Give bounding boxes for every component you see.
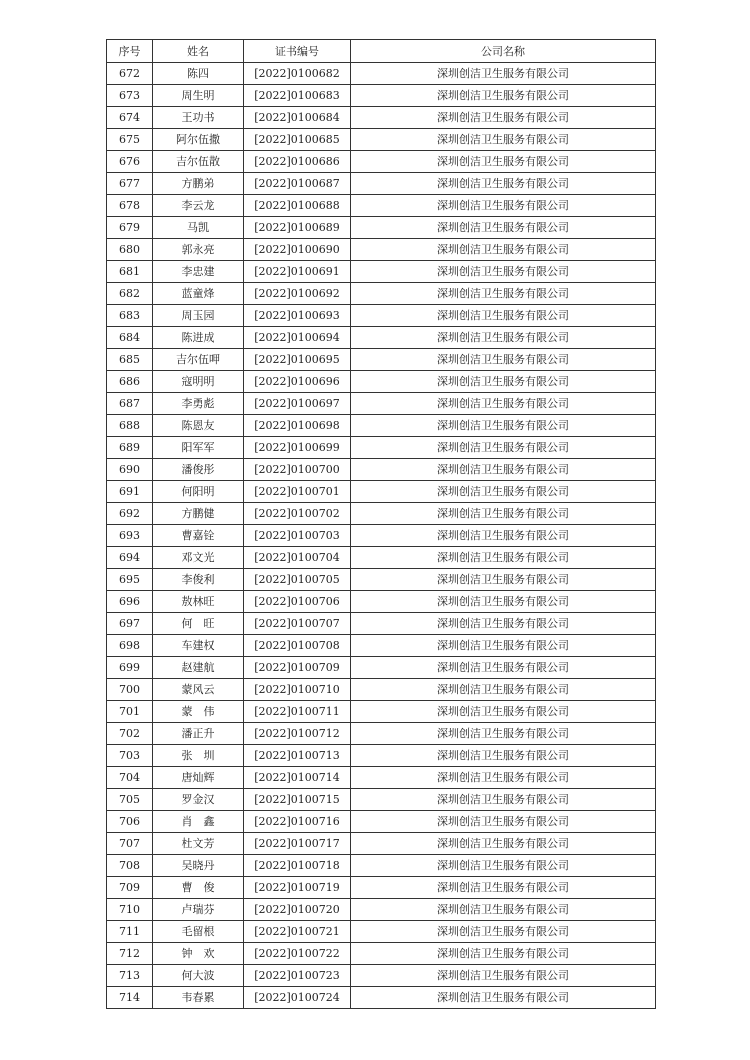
cell-certificate-number: [2022]0100684 <box>244 107 351 129</box>
table-row <box>107 261 656 283</box>
cell-company-name: 深圳创洁卫生服务有限公司 <box>351 459 656 481</box>
cell-company-name: 深圳创洁卫生服务有限公司 <box>351 525 656 547</box>
table-row <box>107 965 656 987</box>
cell-company-name: 深圳创洁卫生服务有限公司 <box>351 965 656 987</box>
cell-name: 吉尔伍呷 <box>153 349 244 371</box>
cell-company-name: 深圳创洁卫生服务有限公司 <box>351 943 656 965</box>
cell-certificate-number: [2022]0100694 <box>244 327 351 349</box>
table-row <box>107 811 656 833</box>
cell-certificate-number: [2022]0100708 <box>244 635 351 657</box>
cell-serial: 686 <box>107 371 153 393</box>
cell-certificate-number: [2022]0100711 <box>244 701 351 723</box>
cell-name: 周生明 <box>153 85 244 107</box>
table-row <box>107 283 656 305</box>
cell-company-name: 深圳创洁卫生服务有限公司 <box>351 415 656 437</box>
cell-certificate-number: [2022]0100716 <box>244 811 351 833</box>
cell-serial: 676 <box>107 151 153 173</box>
cell-certificate-number: [2022]0100685 <box>244 129 351 151</box>
cell-company-name: 深圳创洁卫生服务有限公司 <box>351 63 656 85</box>
cell-serial: 711 <box>107 921 153 943</box>
cell-serial: 696 <box>107 591 153 613</box>
cell-company-name: 深圳创洁卫生服务有限公司 <box>351 283 656 305</box>
cell-certificate-number: [2022]0100697 <box>244 393 351 415</box>
cell-certificate-number: [2022]0100689 <box>244 217 351 239</box>
table-row <box>107 877 656 899</box>
cell-company-name: 深圳创洁卫生服务有限公司 <box>351 151 656 173</box>
cell-company-name: 深圳创洁卫生服务有限公司 <box>351 107 656 129</box>
cell-company-name: 深圳创洁卫生服务有限公司 <box>351 569 656 591</box>
cell-serial: 682 <box>107 283 153 305</box>
cell-serial: 694 <box>107 547 153 569</box>
table-header <box>107 40 656 63</box>
cell-certificate-number: [2022]0100683 <box>244 85 351 107</box>
cell-certificate-number: [2022]0100691 <box>244 261 351 283</box>
cell-company-name: 深圳创洁卫生服务有限公司 <box>351 789 656 811</box>
cell-name: 寇明明 <box>153 371 244 393</box>
cell-serial: 713 <box>107 965 153 987</box>
cell-company-name: 深圳创洁卫生服务有限公司 <box>351 129 656 151</box>
cell-company-name: 深圳创洁卫生服务有限公司 <box>351 503 656 525</box>
cell-name: 车建权 <box>153 635 244 657</box>
table-row <box>107 371 656 393</box>
cell-certificate-number: [2022]0100707 <box>244 613 351 635</box>
cell-name: 何 旺 <box>153 613 244 635</box>
cell-serial: 679 <box>107 217 153 239</box>
cell-certificate-number: [2022]0100723 <box>244 965 351 987</box>
cell-serial: 688 <box>107 415 153 437</box>
table-row <box>107 217 656 239</box>
cell-serial: 680 <box>107 239 153 261</box>
cell-certificate-number: [2022]0100699 <box>244 437 351 459</box>
cell-serial: 684 <box>107 327 153 349</box>
cell-name: 唐灿辉 <box>153 767 244 789</box>
cell-company-name: 深圳创洁卫生服务有限公司 <box>351 767 656 789</box>
table-row <box>107 987 656 1009</box>
cell-company-name: 深圳创洁卫生服务有限公司 <box>351 987 656 1009</box>
cell-serial: 707 <box>107 833 153 855</box>
cell-name: 肖 鑫 <box>153 811 244 833</box>
cell-company-name: 深圳创洁卫生服务有限公司 <box>351 393 656 415</box>
cell-name: 方鹏弟 <box>153 173 244 195</box>
header-company-name: 公司名称 <box>351 40 656 63</box>
table-row <box>107 591 656 613</box>
cell-serial: 699 <box>107 657 153 679</box>
cell-company-name: 深圳创洁卫生服务有限公司 <box>351 261 656 283</box>
cell-serial: 703 <box>107 745 153 767</box>
cell-certificate-number: [2022]0100682 <box>244 63 351 85</box>
cell-company-name: 深圳创洁卫生服务有限公司 <box>351 811 656 833</box>
cell-serial: 709 <box>107 877 153 899</box>
table-row <box>107 921 656 943</box>
header-name: 姓名 <box>153 40 244 63</box>
cell-company-name: 深圳创洁卫生服务有限公司 <box>351 85 656 107</box>
cell-company-name: 深圳创洁卫生服务有限公司 <box>351 679 656 701</box>
cell-certificate-number: [2022]0100693 <box>244 305 351 327</box>
cell-company-name: 深圳创洁卫生服务有限公司 <box>351 613 656 635</box>
cell-company-name: 深圳创洁卫生服务有限公司 <box>351 899 656 921</box>
cell-serial: 689 <box>107 437 153 459</box>
table-row <box>107 525 656 547</box>
table-row <box>107 657 656 679</box>
cell-serial: 685 <box>107 349 153 371</box>
cell-certificate-number: [2022]0100712 <box>244 723 351 745</box>
cell-name: 潘俊彤 <box>153 459 244 481</box>
cell-company-name: 深圳创洁卫生服务有限公司 <box>351 481 656 503</box>
table-row <box>107 459 656 481</box>
table-row <box>107 305 656 327</box>
cell-company-name: 深圳创洁卫生服务有限公司 <box>351 371 656 393</box>
cell-certificate-number: [2022]0100715 <box>244 789 351 811</box>
cell-name: 方鹏健 <box>153 503 244 525</box>
cell-serial: 705 <box>107 789 153 811</box>
cell-company-name: 深圳创洁卫生服务有限公司 <box>351 657 656 679</box>
cell-serial: 697 <box>107 613 153 635</box>
cell-certificate-number: [2022]0100695 <box>244 349 351 371</box>
cell-serial: 702 <box>107 723 153 745</box>
cell-name: 李勇彪 <box>153 393 244 415</box>
cell-company-name: 深圳创洁卫生服务有限公司 <box>351 723 656 745</box>
cell-company-name: 深圳创洁卫生服务有限公司 <box>351 921 656 943</box>
header-serial: 序号 <box>107 40 153 63</box>
cell-name: 韦春累 <box>153 987 244 1009</box>
table-row <box>107 85 656 107</box>
table-row <box>107 503 656 525</box>
cell-name: 钟 欢 <box>153 943 244 965</box>
cell-certificate-number: [2022]0100714 <box>244 767 351 789</box>
cell-name: 陈四 <box>153 63 244 85</box>
cell-certificate-number: [2022]0100717 <box>244 833 351 855</box>
cell-name: 毛留根 <box>153 921 244 943</box>
cell-certificate-number: [2022]0100704 <box>244 547 351 569</box>
cell-name: 曹 俊 <box>153 877 244 899</box>
cell-certificate-number: [2022]0100719 <box>244 877 351 899</box>
table-row <box>107 833 656 855</box>
cell-name: 邓文光 <box>153 547 244 569</box>
cell-company-name: 深圳创洁卫生服务有限公司 <box>351 305 656 327</box>
cell-certificate-number: [2022]0100709 <box>244 657 351 679</box>
cell-name: 何阳明 <box>153 481 244 503</box>
table-row <box>107 613 656 635</box>
cell-certificate-number: [2022]0100718 <box>244 855 351 877</box>
cell-name: 蒙 伟 <box>153 701 244 723</box>
cell-name: 蓝童烽 <box>153 283 244 305</box>
cell-serial: 714 <box>107 987 153 1009</box>
cell-name: 李云龙 <box>153 195 244 217</box>
table-row <box>107 415 656 437</box>
cell-name: 赵建航 <box>153 657 244 679</box>
table-row <box>107 569 656 591</box>
cell-serial: 693 <box>107 525 153 547</box>
cell-serial: 708 <box>107 855 153 877</box>
cell-serial: 687 <box>107 393 153 415</box>
cell-company-name: 深圳创洁卫生服务有限公司 <box>351 547 656 569</box>
table-row <box>107 437 656 459</box>
cell-serial: 712 <box>107 943 153 965</box>
table-row <box>107 63 656 85</box>
cell-serial: 675 <box>107 129 153 151</box>
cell-serial: 674 <box>107 107 153 129</box>
cell-company-name: 深圳创洁卫生服务有限公司 <box>351 239 656 261</box>
cell-name: 张 圳 <box>153 745 244 767</box>
cell-name: 蒙风云 <box>153 679 244 701</box>
cell-company-name: 深圳创洁卫生服务有限公司 <box>351 833 656 855</box>
cell-certificate-number: [2022]0100700 <box>244 459 351 481</box>
cell-name: 罗金汉 <box>153 789 244 811</box>
cell-company-name: 深圳创洁卫生服务有限公司 <box>351 173 656 195</box>
table-row <box>107 855 656 877</box>
header-certificate-number: 证书编号 <box>244 40 351 63</box>
cell-name: 敖林旺 <box>153 591 244 613</box>
cell-certificate-number: [2022]0100701 <box>244 481 351 503</box>
cell-name: 何大波 <box>153 965 244 987</box>
cell-company-name: 深圳创洁卫生服务有限公司 <box>351 855 656 877</box>
cell-company-name: 深圳创洁卫生服务有限公司 <box>351 349 656 371</box>
cell-serial: 673 <box>107 85 153 107</box>
cell-certificate-number: [2022]0100698 <box>244 415 351 437</box>
cell-name: 马凯 <box>153 217 244 239</box>
table-row <box>107 789 656 811</box>
cell-company-name: 深圳创洁卫生服务有限公司 <box>351 701 656 723</box>
cell-name: 李俊利 <box>153 569 244 591</box>
cell-name: 潘正升 <box>153 723 244 745</box>
table-row <box>107 129 656 151</box>
table-row <box>107 547 656 569</box>
cell-serial: 678 <box>107 195 153 217</box>
table-row <box>107 349 656 371</box>
table-row <box>107 107 656 129</box>
cell-serial: 710 <box>107 899 153 921</box>
cell-serial: 698 <box>107 635 153 657</box>
cell-certificate-number: [2022]0100696 <box>244 371 351 393</box>
table-row <box>107 393 656 415</box>
cell-serial: 700 <box>107 679 153 701</box>
cell-serial: 695 <box>107 569 153 591</box>
cell-certificate-number: [2022]0100687 <box>244 173 351 195</box>
table-row <box>107 679 656 701</box>
cell-name: 杜文芳 <box>153 833 244 855</box>
cell-certificate-number: [2022]0100702 <box>244 503 351 525</box>
cell-name: 郭永亮 <box>153 239 244 261</box>
header-row <box>107 40 656 63</box>
cell-certificate-number: [2022]0100724 <box>244 987 351 1009</box>
table-row <box>107 723 656 745</box>
cell-serial: 706 <box>107 811 153 833</box>
table-row <box>107 327 656 349</box>
cell-company-name: 深圳创洁卫生服务有限公司 <box>351 327 656 349</box>
cell-certificate-number: [2022]0100688 <box>244 195 351 217</box>
cell-name: 吉尔伍散 <box>153 151 244 173</box>
cell-certificate-number: [2022]0100692 <box>244 283 351 305</box>
cell-name: 周玉园 <box>153 305 244 327</box>
cell-serial: 681 <box>107 261 153 283</box>
table-row <box>107 173 656 195</box>
cell-company-name: 深圳创洁卫生服务有限公司 <box>351 745 656 767</box>
cell-certificate-number: [2022]0100720 <box>244 899 351 921</box>
cell-certificate-number: [2022]0100690 <box>244 239 351 261</box>
cell-serial: 701 <box>107 701 153 723</box>
cell-certificate-number: [2022]0100686 <box>244 151 351 173</box>
cell-company-name: 深圳创洁卫生服务有限公司 <box>351 635 656 657</box>
cell-company-name: 深圳创洁卫生服务有限公司 <box>351 591 656 613</box>
table-row <box>107 745 656 767</box>
cell-name: 李忠建 <box>153 261 244 283</box>
table-row <box>107 635 656 657</box>
cell-serial: 704 <box>107 767 153 789</box>
cell-serial: 677 <box>107 173 153 195</box>
table-row <box>107 239 656 261</box>
cell-name: 曹嘉铨 <box>153 525 244 547</box>
cell-name: 阳军军 <box>153 437 244 459</box>
cell-certificate-number: [2022]0100722 <box>244 943 351 965</box>
table-row <box>107 195 656 217</box>
cell-certificate-number: [2022]0100705 <box>244 569 351 591</box>
table-row <box>107 151 656 173</box>
table-row <box>107 943 656 965</box>
cell-name: 陈进成 <box>153 327 244 349</box>
certificate-roster-table <box>106 39 656 1009</box>
cell-serial: 683 <box>107 305 153 327</box>
cell-serial: 672 <box>107 63 153 85</box>
cell-name: 吴晓丹 <box>153 855 244 877</box>
table-row <box>107 767 656 789</box>
cell-company-name: 深圳创洁卫生服务有限公司 <box>351 217 656 239</box>
table-body <box>107 63 656 1009</box>
cell-company-name: 深圳创洁卫生服务有限公司 <box>351 877 656 899</box>
table-row <box>107 481 656 503</box>
cell-name: 王功书 <box>153 107 244 129</box>
cell-certificate-number: [2022]0100706 <box>244 591 351 613</box>
table-row <box>107 701 656 723</box>
cell-name: 陈恩友 <box>153 415 244 437</box>
cell-serial: 691 <box>107 481 153 503</box>
cell-name: 阿尔伍撒 <box>153 129 244 151</box>
cell-certificate-number: [2022]0100710 <box>244 679 351 701</box>
cell-company-name: 深圳创洁卫生服务有限公司 <box>351 195 656 217</box>
cell-name: 卢瑞芬 <box>153 899 244 921</box>
cell-serial: 690 <box>107 459 153 481</box>
cell-certificate-number: [2022]0100703 <box>244 525 351 547</box>
cell-serial: 692 <box>107 503 153 525</box>
table-row <box>107 899 656 921</box>
cell-certificate-number: [2022]0100721 <box>244 921 351 943</box>
cell-company-name: 深圳创洁卫生服务有限公司 <box>351 437 656 459</box>
cell-certificate-number: [2022]0100713 <box>244 745 351 767</box>
